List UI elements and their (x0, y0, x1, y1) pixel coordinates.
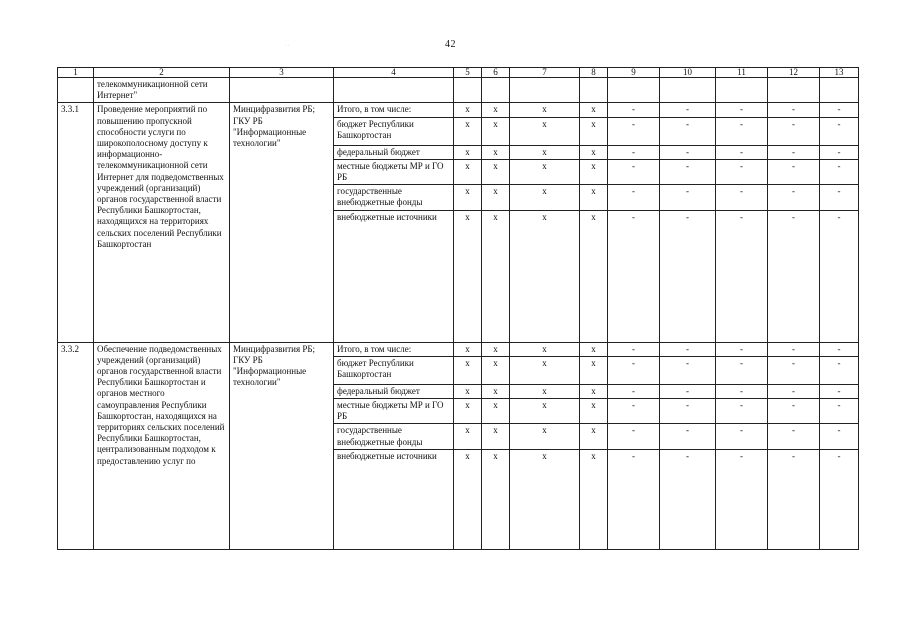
row-number: 3.3.2 (58, 342, 94, 549)
value-cell: - (608, 449, 660, 549)
value-cell: - (716, 145, 768, 159)
value-cell: - (768, 399, 820, 424)
value-cell: - (660, 103, 716, 117)
empty-cell (660, 78, 716, 103)
value-cell: - (768, 145, 820, 159)
value-cell: x (510, 449, 580, 549)
value-cell: - (608, 424, 660, 449)
funding-source: бюджет Республики Башкортостан (334, 356, 454, 384)
funding-source: федеральный бюджет (334, 145, 454, 159)
empty-cell (334, 78, 454, 103)
column-header-11: 11 (716, 68, 768, 78)
value-cell: - (820, 145, 859, 159)
column-header-13: 13 (820, 68, 859, 78)
value-cell: - (768, 159, 820, 184)
value-cell: - (820, 159, 859, 184)
value-cell: - (768, 424, 820, 449)
value-cell: x (580, 356, 608, 384)
executor: Минцифразвития РБ; ГКУ РБ "Информационные технологии" (230, 103, 334, 342)
value-cell: x (510, 399, 580, 424)
value-cell: x (454, 159, 482, 184)
value-cell: x (580, 384, 608, 398)
value-cell: x (482, 210, 510, 342)
value-cell: x (454, 185, 482, 210)
value-cell: x (510, 356, 580, 384)
value-cell: x (454, 449, 482, 549)
column-header-2: 2 (94, 68, 230, 78)
value-cell: - (608, 145, 660, 159)
value-cell: x (482, 449, 510, 549)
funding-table (57, 67, 859, 550)
value-cell: - (768, 185, 820, 210)
funding-source: внебюджетные источники (334, 210, 454, 342)
value-cell: x (482, 424, 510, 449)
value-cell: - (716, 185, 768, 210)
funding-source: бюджет Республики Башкортостан (334, 117, 454, 145)
column-header-8: 8 (580, 68, 608, 78)
value-cell: - (716, 210, 768, 342)
funding-source: Итого, в том числе: (334, 103, 454, 117)
value-cell: x (580, 117, 608, 145)
value-cell: x (454, 399, 482, 424)
value-cell: - (716, 356, 768, 384)
value-cell: - (768, 384, 820, 398)
value-cell: - (608, 342, 660, 356)
value-cell: x (510, 145, 580, 159)
funding-source: федеральный бюджет (334, 384, 454, 398)
executor: Минцифразвития РБ; ГКУ РБ "Информационные технологии" (230, 342, 334, 549)
value-cell: x (510, 424, 580, 449)
value-cell: x (580, 159, 608, 184)
value-cell: - (820, 356, 859, 384)
value-cell: x (580, 210, 608, 342)
value-cell: - (608, 356, 660, 384)
value-cell: x (482, 159, 510, 184)
value-cell: x (482, 103, 510, 117)
value-cell: x (482, 145, 510, 159)
value-cell: x (510, 342, 580, 356)
value-cell: - (608, 185, 660, 210)
value-cell: x (510, 185, 580, 210)
value-cell: x (482, 185, 510, 210)
value-cell: x (454, 424, 482, 449)
funding-source: внебюджетные источники (334, 449, 454, 549)
continuation-row (58, 78, 859, 103)
value-cell: x (580, 185, 608, 210)
value-cell: - (660, 356, 716, 384)
continuation-text: телекоммуникационной сети Интернет" (94, 78, 230, 103)
value-cell: x (454, 103, 482, 117)
funding-source: местные бюджеты МР и ГО РБ (334, 399, 454, 424)
value-cell: x (454, 356, 482, 384)
value-cell: x (510, 210, 580, 342)
header-row (58, 68, 859, 78)
funding-source: государственные внебюджетные фонды (334, 185, 454, 210)
value-cell: - (608, 117, 660, 145)
value-cell: - (820, 424, 859, 449)
value-cell: - (660, 424, 716, 449)
empty-cell (230, 78, 334, 103)
value-cell: x (454, 210, 482, 342)
value-cell: x (482, 342, 510, 356)
column-header-6: 6 (482, 68, 510, 78)
value-cell: - (716, 449, 768, 549)
column-header-5: 5 (454, 68, 482, 78)
table-body (58, 68, 859, 550)
value-cell: x (482, 399, 510, 424)
column-header-12: 12 (768, 68, 820, 78)
empty-cell (482, 78, 510, 103)
value-cell: - (820, 117, 859, 145)
column-header-9: 9 (608, 68, 660, 78)
value-cell: - (768, 449, 820, 549)
value-cell: - (660, 399, 716, 424)
value-cell: - (660, 159, 716, 184)
empty-cell (716, 78, 768, 103)
value-cell: - (716, 399, 768, 424)
value-cell: x (580, 399, 608, 424)
value-cell: x (510, 117, 580, 145)
value-cell: - (768, 117, 820, 145)
value-cell: - (820, 185, 859, 210)
value-cell: - (608, 103, 660, 117)
value-cell: - (716, 342, 768, 356)
value-cell: - (820, 342, 859, 356)
empty-cell (768, 78, 820, 103)
value-cell: - (716, 159, 768, 184)
value-cell: - (820, 210, 859, 342)
column-header-4: 4 (334, 68, 454, 78)
column-header-3: 3 (230, 68, 334, 78)
empty-cell (58, 78, 94, 103)
scan-speck: ∙ ∙ (285, 43, 290, 49)
value-cell: x (510, 384, 580, 398)
row-number: 3.3.1 (58, 103, 94, 342)
empty-cell (608, 78, 660, 103)
value-cell: x (454, 145, 482, 159)
value-cell: - (660, 342, 716, 356)
value-cell: - (768, 356, 820, 384)
value-cell: - (660, 185, 716, 210)
value-cell: - (608, 399, 660, 424)
value-cell: x (580, 424, 608, 449)
table-row (58, 342, 859, 356)
activity-name: Проведение мероприятий по повышению пропускной способности услуги по широкополосному доступу к информационно-телекоммуникационной сети Интернет для подведомственных учреждений (организаций) органов государственной власти Республики Башкортостан, находящихся на территориях сельских поселений Республики Башкортостан (94, 103, 230, 342)
value-cell: - (608, 210, 660, 342)
activity-name: Обеспечение подведомственных учреждений (организаций) органов государственной власти Республики Башкортостан и органов местного самоуправления Республики Башкортостан, находящихся на территориях сельских поселений Республики Башкортостан, централизованным подходом к предоставлению услуг по (94, 342, 230, 549)
value-cell: - (660, 384, 716, 398)
column-header-10: 10 (660, 68, 716, 78)
page-number: 42 (445, 39, 456, 50)
column-header-7: 7 (510, 68, 580, 78)
value-cell: x (510, 159, 580, 184)
value-cell: - (768, 342, 820, 356)
value-cell: - (820, 103, 859, 117)
value-cell: - (716, 117, 768, 145)
value-cell: x (580, 145, 608, 159)
value-cell: x (482, 384, 510, 398)
table-row (58, 103, 859, 117)
value-cell: x (454, 342, 482, 356)
funding-source: Итого, в том числе: (334, 342, 454, 356)
empty-cell (820, 78, 859, 103)
value-cell: - (660, 117, 716, 145)
value-cell: - (768, 103, 820, 117)
value-cell: - (660, 449, 716, 549)
value-cell: x (482, 117, 510, 145)
value-cell: - (820, 399, 859, 424)
funding-source: местные бюджеты МР и ГО РБ (334, 159, 454, 184)
empty-cell (510, 78, 580, 103)
value-cell: x (482, 356, 510, 384)
value-cell: x (580, 342, 608, 356)
value-cell: - (716, 384, 768, 398)
value-cell: x (580, 103, 608, 117)
value-cell: - (820, 449, 859, 549)
value-cell: x (454, 384, 482, 398)
empty-cell (580, 78, 608, 103)
value-cell: x (510, 103, 580, 117)
value-cell: x (454, 117, 482, 145)
value-cell: - (820, 384, 859, 398)
value-cell: - (660, 210, 716, 342)
value-cell: - (716, 424, 768, 449)
funding-source: государственные внебюджетные фонды (334, 424, 454, 449)
value-cell: - (716, 103, 768, 117)
value-cell: - (608, 159, 660, 184)
empty-cell (454, 78, 482, 103)
value-cell: - (768, 210, 820, 342)
value-cell: - (608, 384, 660, 398)
value-cell: - (660, 145, 716, 159)
column-header-1: 1 (58, 68, 94, 78)
value-cell: x (580, 449, 608, 549)
